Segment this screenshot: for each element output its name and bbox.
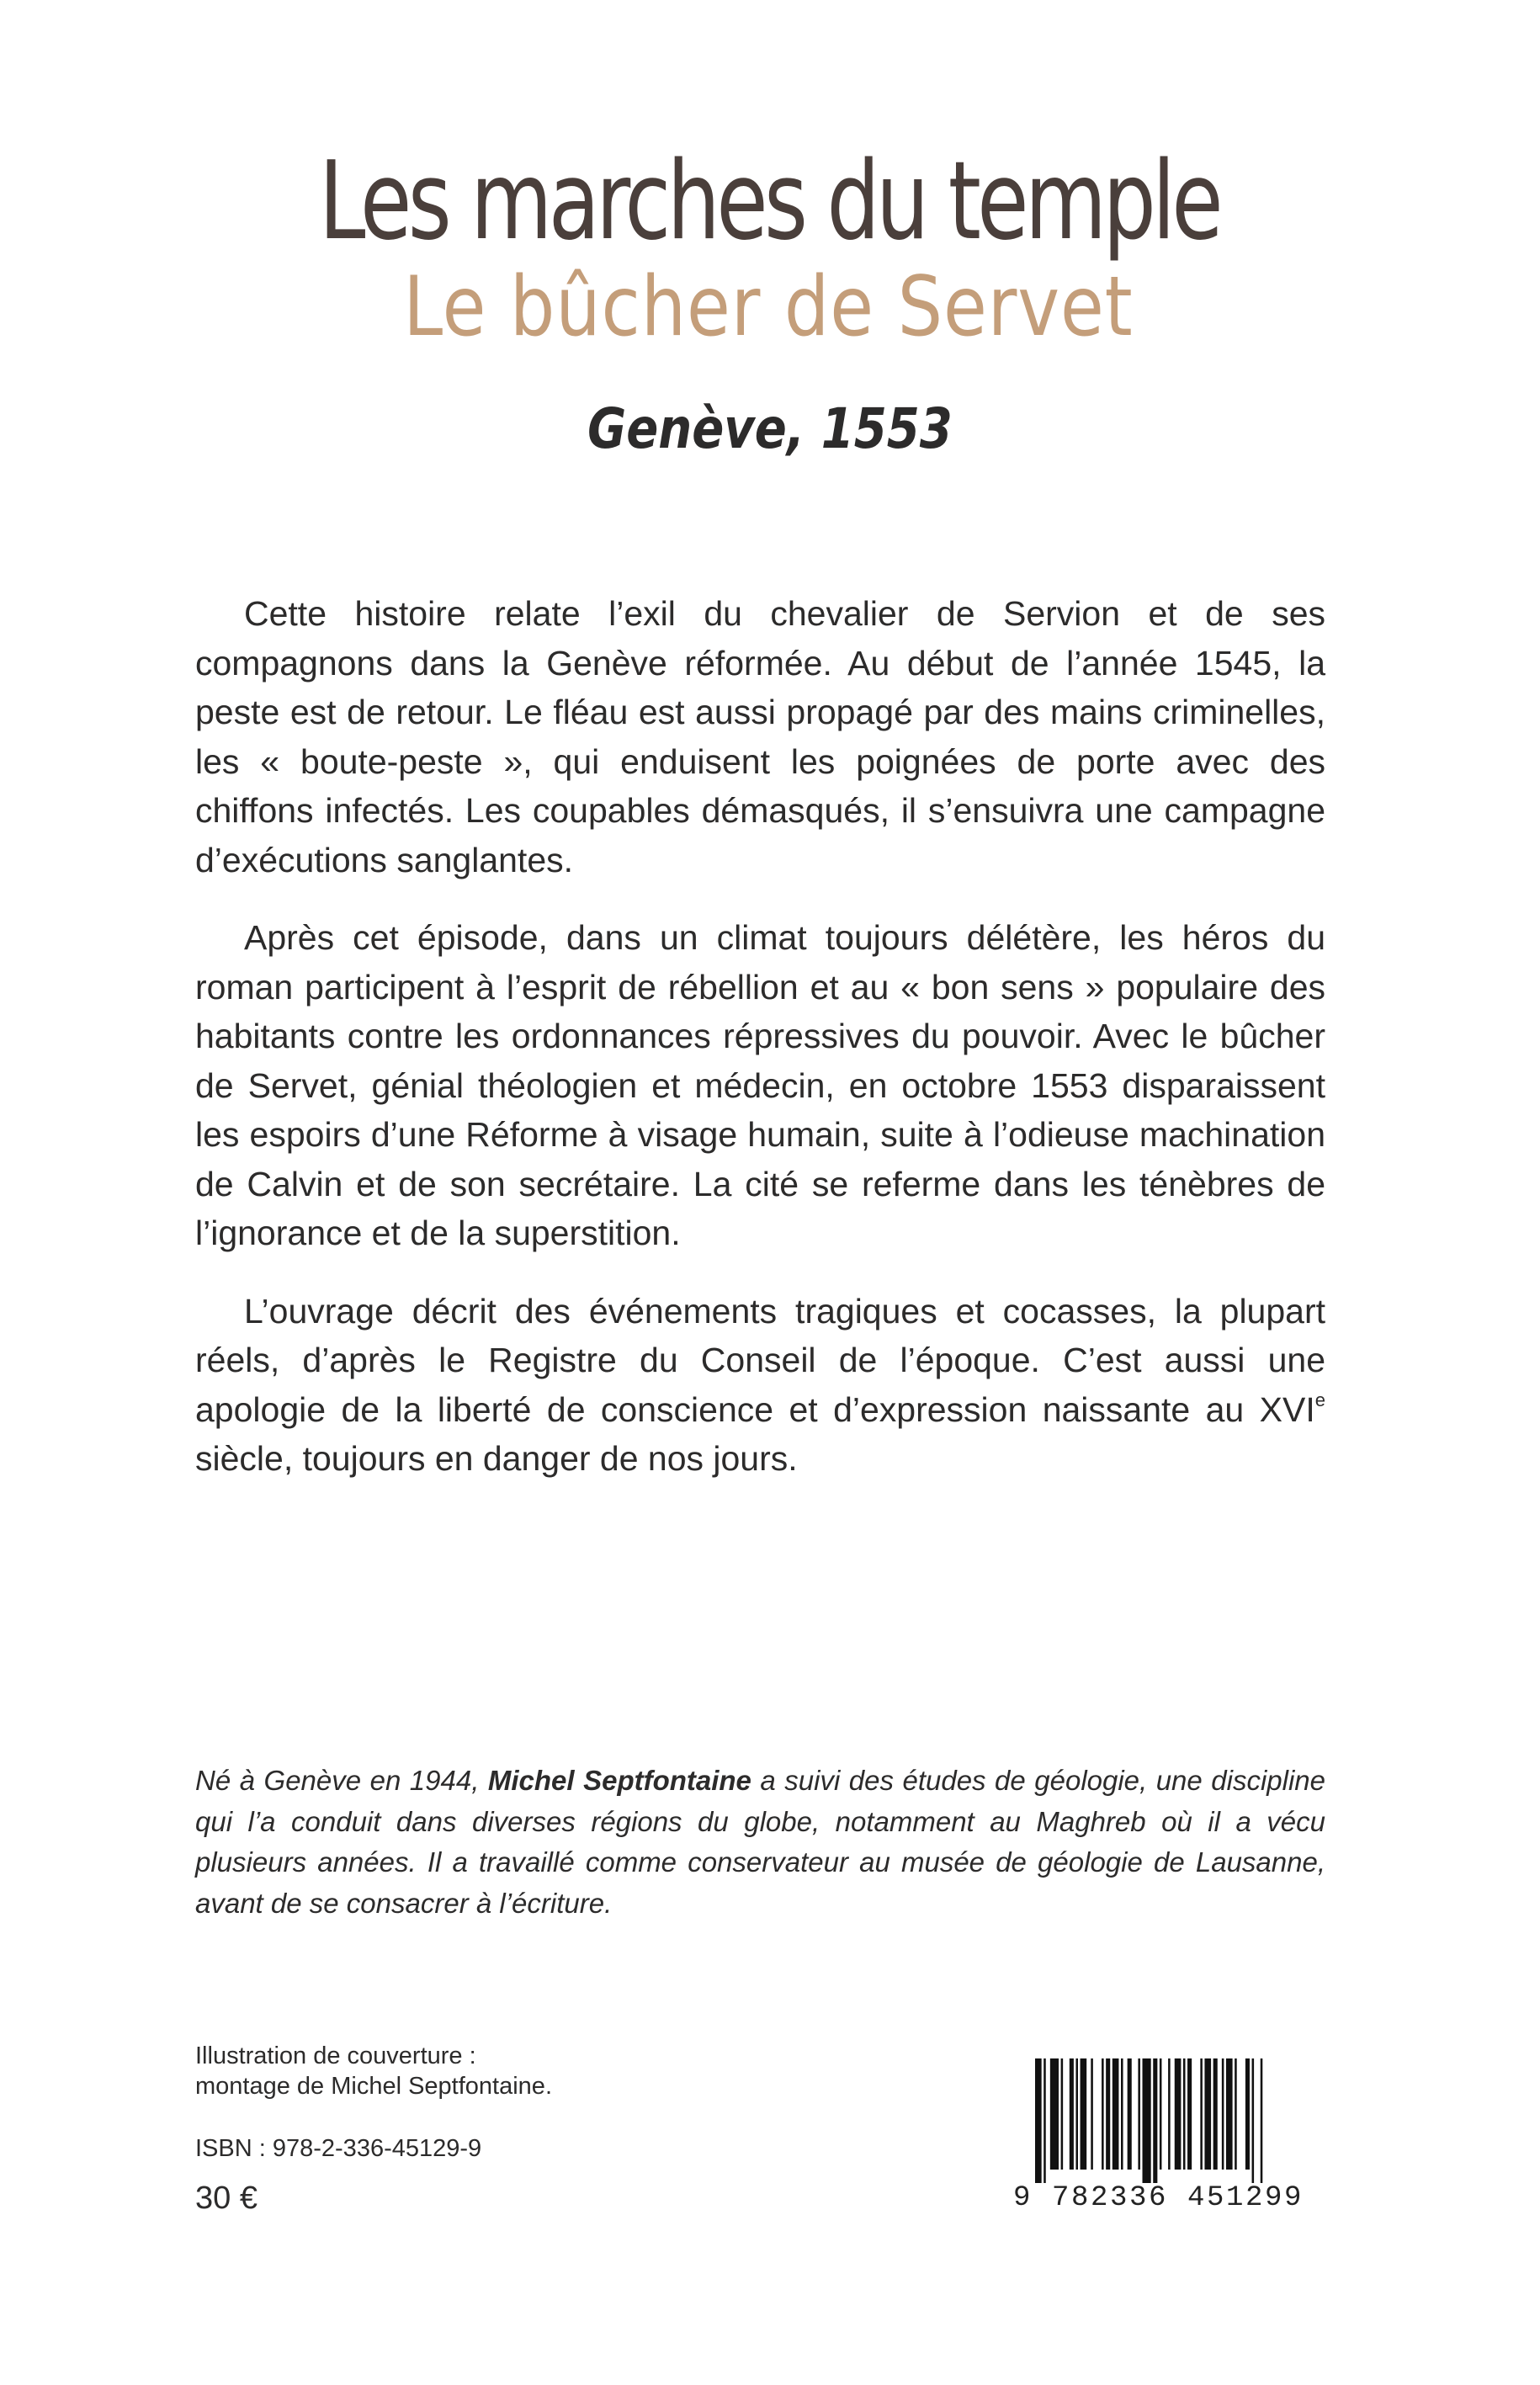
barcode-bar <box>1187 2058 1192 2170</box>
barcode-bar <box>1168 2058 1171 2170</box>
credit-line-2: montage de Michel Septfontaine. <box>195 2073 552 2100</box>
author-name: Michel Septfontaine <box>487 1765 751 1796</box>
barcode-bar <box>1106 2058 1110 2170</box>
author-bio-before: Né à Genève en 1944, <box>195 1765 488 1796</box>
place-date: Genève, 1553 <box>587 396 953 461</box>
author-bio-after: a suivi des études de géologie, une discipline qui l’a conduit dans diverses régions du globe, notamment au Maghreb où il a vécu plusieurs années. Il a travaillé comme conservateur au musée de géologie de Lausanne, avant de se consacrer à l’écriture. <box>195 1765 1325 1919</box>
barcode-bar <box>1160 2058 1162 2170</box>
barcode-bar <box>1035 2058 1042 2183</box>
barcode-bar <box>1070 2058 1074 2170</box>
barcode-bar <box>1143 2058 1151 2183</box>
author-bio <box>195 1761 1325 1924</box>
barcode-bar <box>1252 2058 1255 2183</box>
barcode-bar <box>1061 2058 1064 2170</box>
barcode-bar <box>1138 2058 1140 2170</box>
isbn: ISBN : 978-2-336-45129-9 <box>195 2135 482 2162</box>
barcode-bars <box>1013 2058 1325 2185</box>
barcode-bar <box>1081 2058 1087 2170</box>
barcode-bar <box>1091 2058 1093 2170</box>
illustration-credit <box>195 2041 552 2101</box>
barcode-bar <box>1121 2058 1123 2170</box>
barcode-bar <box>1204 2058 1211 2170</box>
barcode-bar <box>1075 2058 1078 2170</box>
barcode-bar <box>1153 2058 1157 2183</box>
barcode-bar <box>1200 2058 1203 2170</box>
price: 30 € <box>195 2180 258 2216</box>
barcode-bar <box>1235 2058 1237 2170</box>
barcode-bar <box>1226 2058 1233 2170</box>
summary-paragraph-3-end: siècle, toujours en danger de nos jours. <box>195 1439 798 1478</box>
barcode <box>1013 2058 1325 2214</box>
summary-paragraph-1: Cette histoire relate l’exil du chevalier de Servion et de ses compagnons dans la Genève réformée. Au début de l’année 1545, la peste est de retour. Le fléau est aussi propagé par des mains criminelles, les « boute-peste », qui enduisent les poignées de porte avec des chiffons infectés. Les coupables démasqués, il s’ensuivra une campagne d’exécutions sanglantes. <box>195 594 1325 879</box>
book-title: Les marches du temple <box>318 139 1219 264</box>
barcode-bar <box>1050 2058 1059 2170</box>
barcode-bar <box>1183 2058 1186 2170</box>
summary-paragraph-2: Après cet épisode, dans un climat toujours délétère, les héros du roman participent à l’esprit de rébellion et au « bon sens » populaire des habitants contre les ordonnances répressives du pouvoir. Avec le bûcher de Servet, génial théologien et médecin, en octobre 1553 disparaissent les espoirs d’une Réforme à visage humain, suite à l’odieuse machination de Calvin et de son secrétaire. La cité se referme dans les ténèbres de l’ignorance et de la superstition. <box>195 918 1325 1252</box>
summary-paragraph-3-start: L’ouvrage décrit des événements tragiques et cocasses, la plupart réels, d’après le Registre du Conseil de l’époque. C’est aussi une apologie de la liberté de conscience et d’expression naissante au XVI <box>195 1291 1325 1429</box>
barcode-bar <box>1043 2058 1046 2183</box>
book-subtitle: Le bûcher de Servet <box>403 259 1134 355</box>
barcode-bar <box>1102 2058 1104 2170</box>
barcode-bar <box>1261 2058 1263 2183</box>
century-superscript: e <box>1314 1389 1325 1410</box>
barcode-bar <box>1213 2058 1218 2170</box>
barcode-bar <box>1245 2058 1250 2170</box>
barcode-bar <box>1113 2058 1119 2170</box>
summary-paragraph-3 <box>195 1287 1325 1484</box>
barcode-bar <box>1175 2058 1182 2170</box>
barcode-digits: 9 782336 451299 <box>1013 2182 1304 2214</box>
barcode-bar <box>1128 2058 1132 2170</box>
credit-line-1: Illustration de couverture : <box>195 2042 476 2069</box>
summary <box>195 589 1325 1512</box>
barcode-bar <box>1222 2058 1224 2170</box>
